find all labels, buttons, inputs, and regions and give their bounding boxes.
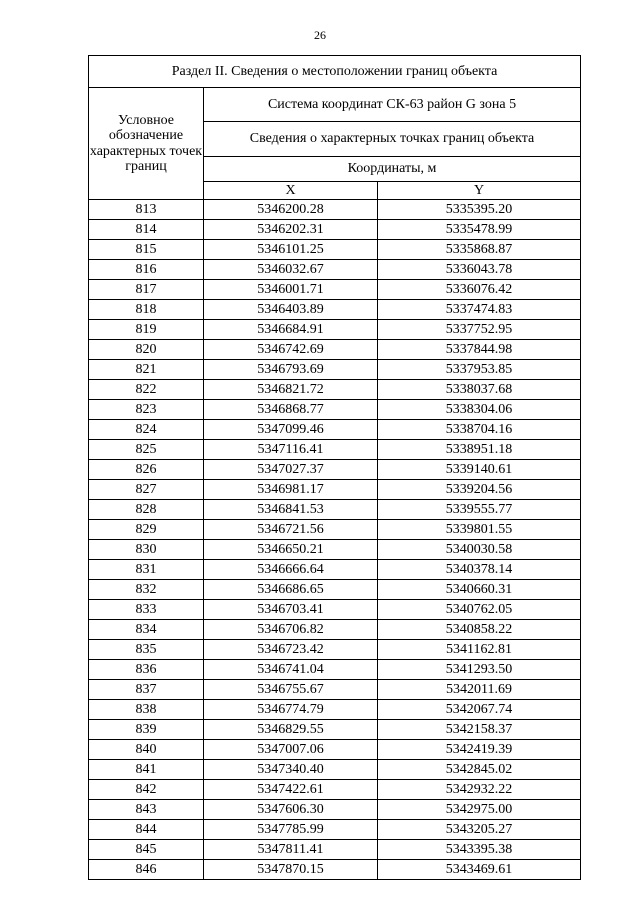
y-coordinate-cell: 5342845.02 [378, 760, 581, 780]
table-row [89, 360, 581, 380]
y-column-header: Y [378, 182, 581, 200]
table-row [89, 480, 581, 500]
point-id-cell: 823 [89, 400, 204, 420]
y-coordinate-cell: 5337844.98 [378, 340, 581, 360]
x-coordinate-cell: 5346703.41 [204, 600, 378, 620]
y-coordinate-cell: 5340858.22 [378, 620, 581, 640]
coordinates-header: Координаты, м [204, 157, 581, 182]
table-row [89, 240, 581, 260]
table-row [89, 600, 581, 620]
x-coordinate-cell: 5347606.30 [204, 800, 378, 820]
points-info-header: Сведения о характерных точках границ объекта [204, 122, 581, 157]
y-coordinate-cell: 5338704.16 [378, 420, 581, 440]
point-id-cell: 841 [89, 760, 204, 780]
table-body [89, 200, 581, 880]
x-coordinate-cell: 5346821.72 [204, 380, 378, 400]
y-coordinate-cell: 5338951.18 [378, 440, 581, 460]
y-coordinate-cell: 5341162.81 [378, 640, 581, 660]
x-coordinate-cell: 5346981.17 [204, 480, 378, 500]
x-coordinate-cell: 5346755.67 [204, 680, 378, 700]
table-row [89, 740, 581, 760]
y-coordinate-cell: 5340378.14 [378, 560, 581, 580]
point-id-cell: 830 [89, 540, 204, 560]
table-row [89, 720, 581, 740]
y-coordinate-cell: 5337752.95 [378, 320, 581, 340]
point-label-header: Условное обозначение характерных точек границ [89, 88, 204, 200]
y-coordinate-cell: 5342067.74 [378, 700, 581, 720]
y-coordinate-cell: 5335478.99 [378, 220, 581, 240]
table-row [89, 380, 581, 400]
y-coordinate-cell: 5338304.06 [378, 400, 581, 420]
y-coordinate-cell: 5337474.83 [378, 300, 581, 320]
x-coordinate-cell: 5347007.06 [204, 740, 378, 760]
x-coordinate-cell: 5346650.21 [204, 540, 378, 560]
point-id-cell: 819 [89, 320, 204, 340]
y-coordinate-cell: 5339140.61 [378, 460, 581, 480]
x-coordinate-cell: 5346101.25 [204, 240, 378, 260]
point-id-cell: 828 [89, 500, 204, 520]
table-row [89, 400, 581, 420]
y-coordinate-cell: 5339204.56 [378, 480, 581, 500]
point-id-cell: 829 [89, 520, 204, 540]
point-id-cell: 834 [89, 620, 204, 640]
table-row [89, 460, 581, 480]
point-id-cell: 831 [89, 560, 204, 580]
x-coordinate-cell: 5346841.53 [204, 500, 378, 520]
x-coordinate-cell: 5346202.31 [204, 220, 378, 240]
x-coordinate-cell: 5347422.61 [204, 780, 378, 800]
y-coordinate-cell: 5335868.87 [378, 240, 581, 260]
y-coordinate-cell: 5343395.38 [378, 840, 581, 860]
table-row [89, 420, 581, 440]
x-coordinate-cell: 5347116.41 [204, 440, 378, 460]
point-id-cell: 816 [89, 260, 204, 280]
point-id-cell: 840 [89, 740, 204, 760]
point-id-cell: 842 [89, 780, 204, 800]
point-id-cell: 838 [89, 700, 204, 720]
y-coordinate-cell: 5336076.42 [378, 280, 581, 300]
y-coordinate-cell: 5343469.61 [378, 860, 581, 880]
table-row [89, 540, 581, 560]
x-coordinate-cell: 5347340.40 [204, 760, 378, 780]
table-row [89, 220, 581, 240]
section-title: Раздел II. Сведения о местоположении границ объекта [89, 56, 581, 88]
y-coordinate-cell: 5336043.78 [378, 260, 581, 280]
x-coordinate-cell: 5346829.55 [204, 720, 378, 740]
x-coordinate-cell: 5346793.69 [204, 360, 378, 380]
coordinates-table [88, 55, 581, 880]
x-coordinate-cell: 5346686.65 [204, 580, 378, 600]
x-coordinate-cell: 5346721.56 [204, 520, 378, 540]
table-row [89, 560, 581, 580]
x-coordinate-cell: 5346403.89 [204, 300, 378, 320]
y-coordinate-cell: 5342158.37 [378, 720, 581, 740]
x-coordinate-cell: 5346684.91 [204, 320, 378, 340]
x-coordinate-cell: 5346741.04 [204, 660, 378, 680]
x-coordinate-cell: 5346723.42 [204, 640, 378, 660]
table-row [89, 520, 581, 540]
point-id-cell: 845 [89, 840, 204, 860]
point-id-cell: 815 [89, 240, 204, 260]
x-coordinate-cell: 5346742.69 [204, 340, 378, 360]
page-number: 26 [314, 28, 326, 42]
y-coordinate-cell: 5340660.31 [378, 580, 581, 600]
point-id-cell: 825 [89, 440, 204, 460]
table-row [89, 800, 581, 820]
point-id-cell: 826 [89, 460, 204, 480]
y-coordinate-cell: 5341293.50 [378, 660, 581, 680]
y-coordinate-cell: 5342419.39 [378, 740, 581, 760]
table-row [89, 300, 581, 320]
x-coordinate-cell: 5347811.41 [204, 840, 378, 860]
table-row [89, 780, 581, 800]
y-coordinate-cell: 5338037.68 [378, 380, 581, 400]
point-id-cell: 824 [89, 420, 204, 440]
y-coordinate-cell: 5337953.85 [378, 360, 581, 380]
table-row [89, 620, 581, 640]
table-row [89, 320, 581, 340]
point-id-cell: 846 [89, 860, 204, 880]
point-id-cell: 814 [89, 220, 204, 240]
table-row [89, 820, 581, 840]
x-coordinate-cell: 5347870.15 [204, 860, 378, 880]
point-id-cell: 820 [89, 340, 204, 360]
table-row [89, 700, 581, 720]
point-id-cell: 835 [89, 640, 204, 660]
x-coordinate-cell: 5346001.71 [204, 280, 378, 300]
table-row [89, 340, 581, 360]
point-id-cell: 821 [89, 360, 204, 380]
x-coordinate-cell: 5347785.99 [204, 820, 378, 840]
point-id-cell: 817 [89, 280, 204, 300]
x-coordinate-cell: 5347099.46 [204, 420, 378, 440]
table-row [89, 680, 581, 700]
y-coordinate-cell: 5335395.20 [378, 200, 581, 220]
table-row [89, 840, 581, 860]
point-id-cell: 822 [89, 380, 204, 400]
point-id-cell: 818 [89, 300, 204, 320]
table-row [89, 200, 581, 220]
point-id-cell: 843 [89, 800, 204, 820]
y-coordinate-cell: 5342011.69 [378, 680, 581, 700]
x-coordinate-cell: 5346032.67 [204, 260, 378, 280]
table-row [89, 280, 581, 300]
point-id-cell: 832 [89, 580, 204, 600]
x-coordinate-cell: 5346774.79 [204, 700, 378, 720]
table-row [89, 500, 581, 520]
point-id-cell: 836 [89, 660, 204, 680]
x-coordinate-cell: 5347027.37 [204, 460, 378, 480]
y-coordinate-cell: 5340762.05 [378, 600, 581, 620]
x-column-header: X [204, 182, 378, 200]
table-row [89, 760, 581, 780]
y-coordinate-cell: 5340030.58 [378, 540, 581, 560]
point-id-cell: 839 [89, 720, 204, 740]
y-coordinate-cell: 5342932.22 [378, 780, 581, 800]
x-coordinate-cell: 5346200.28 [204, 200, 378, 220]
y-coordinate-cell: 5339555.77 [378, 500, 581, 520]
x-coordinate-cell: 5346666.64 [204, 560, 378, 580]
table-row [89, 260, 581, 280]
point-id-cell: 813 [89, 200, 204, 220]
point-id-cell: 827 [89, 480, 204, 500]
table-row [89, 860, 581, 880]
coordinate-system-header: Система координат СК-63 район G зона 5 [204, 88, 581, 122]
point-id-cell: 844 [89, 820, 204, 840]
table-row [89, 440, 581, 460]
y-coordinate-cell: 5342975.00 [378, 800, 581, 820]
table-row [89, 660, 581, 680]
y-coordinate-cell: 5339801.55 [378, 520, 581, 540]
table-row [89, 580, 581, 600]
x-coordinate-cell: 5346706.82 [204, 620, 378, 640]
y-coordinate-cell: 5343205.27 [378, 820, 581, 840]
x-coordinate-cell: 5346868.77 [204, 400, 378, 420]
point-id-cell: 837 [89, 680, 204, 700]
point-id-cell: 833 [89, 600, 204, 620]
table-row [89, 640, 581, 660]
